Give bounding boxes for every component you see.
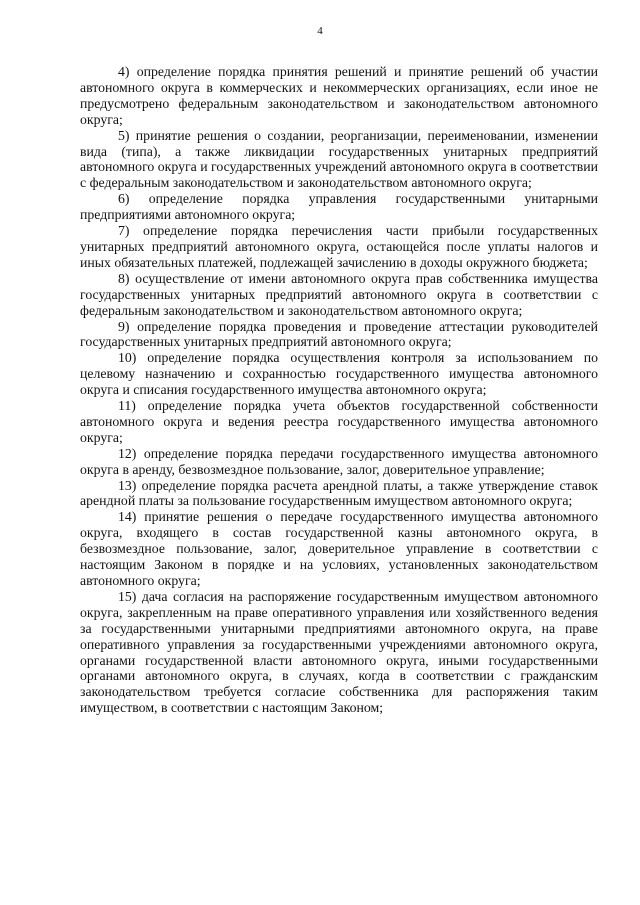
page-number: 4	[317, 25, 323, 37]
list-item-7: 7) определение порядка перечисления части прибыли государственных унитарных предприятий автономного округа, остающейся после уплаты налогов и иных обязательных платежей, подлежащей зачислению в доходы окружного бюджета;	[80, 223, 598, 270]
list-item-15: 15) дача согласия на распоряжение государственным имуществом автономного округа, закрепленным на праве оперативного управления или хозяйственного ведения за государственными унитарными предприятиями автономного округа, на праве оперативного управления за государственными учреждениями автономного округа, органами государственной власти автономного округа, иными государственными органами автономного округа, в случаях, когда в соответствии с гражданским законодательством требуется согласие собственника для распоряжения таким имуществом, в соответствии с настоящим Законом;	[80, 588, 598, 716]
list-item-12: 12) определение порядка передачи государственного имущества автономного округа в аренду, безвозмездное пользование, залог, доверительное управление;	[80, 445, 598, 477]
list-item-4: 4) определение порядка принятия решений и принятие решений об участии автономного округа в коммерческих и некоммерческих организациях, если иное не предусмотрено федеральным законодательством и законодательством автономного округа;	[80, 64, 598, 127]
list-item-11: 11) определение порядка учета объектов государственной собственности автономного округа и ведения реестра государственного имущества автономного округа;	[80, 398, 598, 445]
list-item-14: 14) принятие решения о передаче государственного имущества автономного округа, входящего в состав государственной казны автономного округа, в безвозмездное пользование, залог, доверительное управление в соответствии с настоящим Законом в порядке и на условиях, установленных законодательством автономного округа;	[80, 509, 598, 588]
list-item-10: 10) определение порядка осуществления контроля за использованием по целевому назначению и сохранностью государственного имущества автономного округа и списания государственного имущества автономного округа;	[80, 350, 598, 398]
list-item-8: 8) осуществление от имени автономного округа прав собственника имущества государственных унитарных предприятий автономного округа в соответствии с федеральным законодательством и законодательством автономного округа;	[80, 270, 598, 318]
list-item-9: 9) определение порядка проведения и проведение аттестации руководителей государственных унитарных предприятий автономного округа;	[80, 318, 598, 350]
list-item-6: 6) определение порядка управления государственными унитарными предприятиями автономного округа;	[80, 191, 598, 223]
list-item-13: 13) определение порядка расчета арендной платы, а также утверждение ставок арендной платы за пользование государственным имуществом автономного округа;	[80, 477, 598, 509]
list-item-5: 5) принятие решения о создании, реорганизации, переименовании, изменении вида (типа), а также ликвидации государственных унитарных предприятий автономного округа и государственных учреждений автономного округа в соответствии с федеральным законодательством и законодательством автономного округа;	[80, 127, 598, 191]
document-body	[80, 64, 598, 716]
